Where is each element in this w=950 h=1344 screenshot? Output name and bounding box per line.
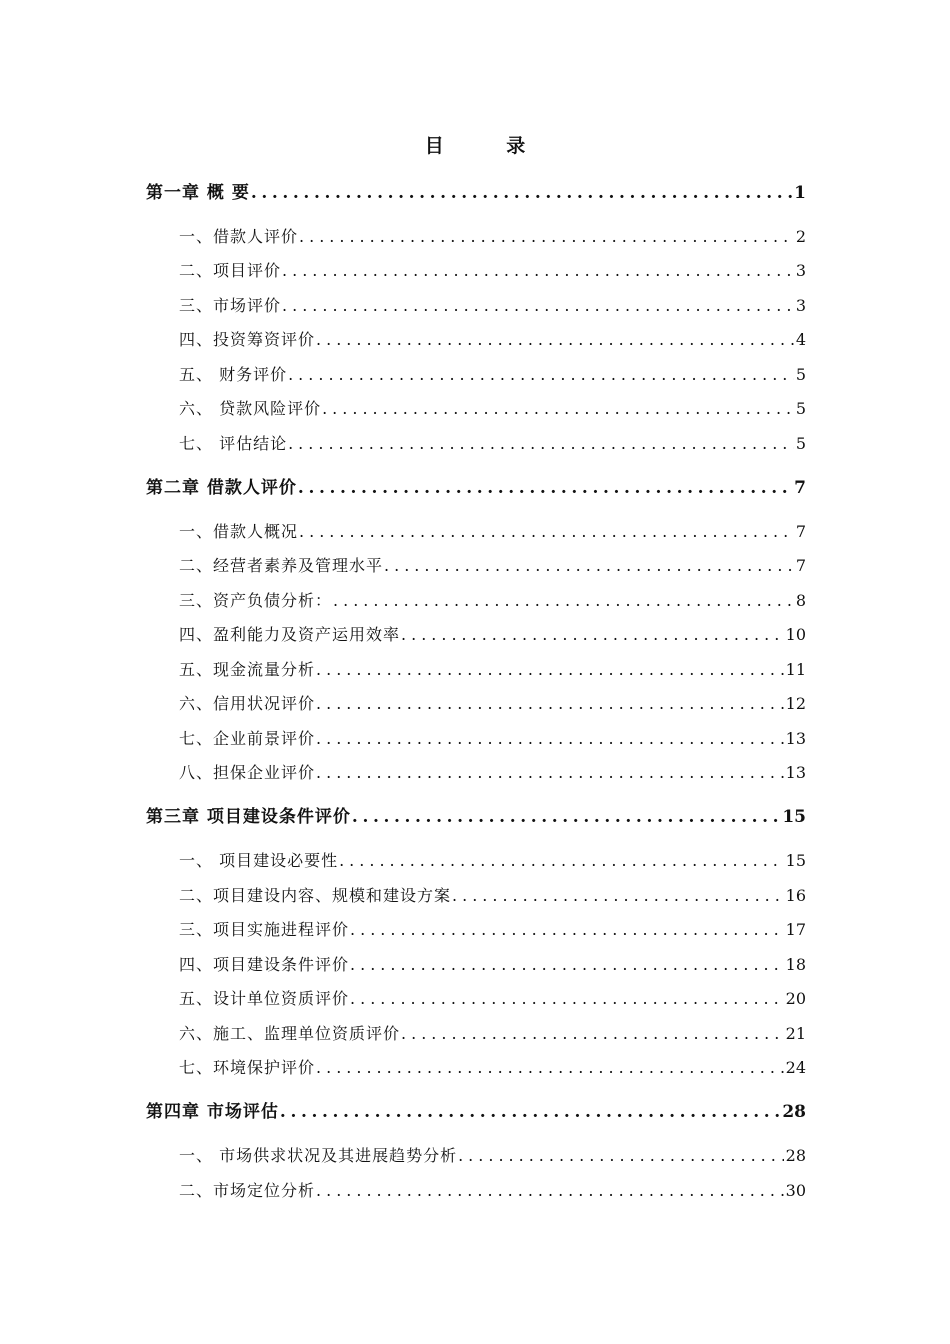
toc-entry-label: 第一章 概 要	[146, 183, 250, 203]
toc-leader-dots	[282, 292, 794, 320]
toc-leader-dots	[316, 725, 784, 753]
toc-page-number: 7	[795, 556, 806, 575]
toc-entry-label: 第四章 市场评估	[146, 1102, 279, 1122]
toc-section-entry[interactable]	[179, 361, 806, 389]
toc-entry-label: 五、设计单位资质评价	[179, 989, 350, 1008]
toc-page-number: 24	[785, 1058, 806, 1077]
toc-section-entry[interactable]	[179, 621, 806, 649]
toc-section-entry[interactable]	[179, 1142, 806, 1170]
toc-entry-label: 二、市场定位分析	[179, 1181, 316, 1200]
toc-page-number: 17	[785, 920, 806, 939]
toc-entry-label: 一、借款人评价	[179, 227, 299, 246]
toc-leader-dots	[316, 656, 784, 684]
toc-chapter-entry[interactable]	[146, 474, 806, 502]
toc-leader-dots	[316, 759, 784, 787]
toc-leader-dots	[299, 223, 794, 251]
toc-leader-dots	[280, 1098, 780, 1126]
toc-entry-label: 一、 项目建设必要性	[179, 851, 339, 870]
toc-page-number: 28	[782, 1102, 806, 1122]
toc-section-entry[interactable]	[179, 257, 806, 285]
toc-entry-label: 五、现金流量分析	[179, 660, 316, 679]
toc-section-entry[interactable]	[179, 292, 806, 320]
toc-leader-dots	[452, 882, 784, 910]
toc-section-entry[interactable]	[179, 690, 806, 718]
toc-page-number: 16	[785, 886, 806, 905]
toc-entry-label: 五、 财务评价	[179, 365, 288, 384]
toc-entry-label: 七、 评估结论	[179, 434, 288, 453]
toc-entry-label: 第二章 借款人评价	[146, 478, 297, 498]
toc-leader-dots	[401, 1020, 784, 1048]
toc-chapter-entry[interactable]	[146, 803, 806, 831]
toc-page-number: 28	[785, 1146, 806, 1165]
toc-page-number: 21	[785, 1024, 806, 1043]
toc-section-entry[interactable]	[179, 326, 806, 354]
toc-entry-label: 三、资产负债分析：	[179, 591, 333, 610]
toc-page-number: 15	[785, 851, 806, 870]
toc-section-entry[interactable]	[179, 847, 806, 875]
toc-section-entry[interactable]	[179, 725, 806, 753]
toc-leader-dots	[288, 430, 794, 458]
toc-entry-label: 六、施工、监理单位资质评价	[179, 1024, 401, 1043]
toc-page-number: 5	[795, 434, 806, 453]
toc-page-number: 3	[795, 296, 806, 315]
toc-section-entry[interactable]	[179, 656, 806, 684]
toc-entry-label: 四、盈利能力及资产运用效率	[179, 625, 401, 644]
toc-page-number: 12	[785, 694, 806, 713]
toc-entry-label: 八、担保企业评价	[179, 763, 316, 782]
toc-entry-label: 二、经营者素养及管理水平	[179, 556, 384, 575]
toc-entry-label: 六、信用状况评价	[179, 694, 316, 713]
toc-section-entry[interactable]	[179, 430, 806, 458]
toc-section-entry[interactable]	[179, 1177, 806, 1205]
toc-leader-dots	[298, 474, 792, 502]
toc-leader-dots	[384, 552, 794, 580]
toc-leader-dots	[458, 1142, 784, 1170]
toc-page-number: 4	[795, 330, 806, 349]
toc-section-entry[interactable]	[179, 552, 806, 580]
toc-page-number: 13	[785, 763, 806, 782]
toc-leader-dots	[339, 847, 784, 875]
toc-entry-label: 六、 贷款风险评价	[179, 399, 322, 418]
toc-leader-dots	[316, 1054, 784, 1082]
toc-entry-label: 三、项目实施进程评价	[179, 920, 350, 939]
toc-section-entry[interactable]	[179, 882, 806, 910]
toc-entry-label: 二、项目建设内容、规模和建设方案	[179, 886, 452, 905]
page-title: 目 录	[424, 135, 554, 157]
toc-page-number: 10	[785, 625, 806, 644]
toc-entry-label: 四、项目建设条件评价	[179, 955, 350, 974]
toc-page-number: 7	[794, 478, 806, 498]
toc-leader-dots	[316, 690, 784, 718]
toc-section-entry[interactable]	[179, 916, 806, 944]
toc-page-number: 5	[795, 399, 806, 418]
toc-leader-dots	[316, 1177, 784, 1205]
toc-entry-label: 第三章 项目建设条件评价	[146, 807, 351, 827]
toc-entry-label: 二、项目评价	[179, 261, 282, 280]
toc-page-number: 13	[785, 729, 806, 748]
toc-page-number: 20	[785, 989, 806, 1008]
toc-entry-label: 一、借款人概况	[179, 522, 299, 541]
toc-leader-dots	[288, 361, 794, 389]
toc-leader-dots	[251, 179, 792, 207]
toc-leader-dots	[350, 985, 784, 1013]
toc-section-entry[interactable]	[179, 951, 806, 979]
toc-page-number: 18	[785, 955, 806, 974]
toc-leader-dots	[322, 395, 794, 423]
toc-page-number: 1	[794, 183, 806, 203]
toc-leader-dots	[350, 951, 784, 979]
toc-section-entry[interactable]	[179, 1020, 806, 1048]
toc-section-entry[interactable]	[179, 759, 806, 787]
toc-leader-dots	[299, 518, 794, 546]
toc-page-number: 11	[785, 660, 806, 679]
toc-page-number: 5	[795, 365, 806, 384]
toc-page-number: 30	[785, 1181, 806, 1200]
toc-page-number: 2	[795, 227, 806, 246]
toc-page-number: 15	[782, 807, 806, 827]
toc-leader-dots	[282, 257, 794, 285]
toc-chapter-entry[interactable]	[146, 1098, 806, 1126]
toc-entry-label: 三、市场评价	[179, 296, 282, 315]
toc-chapter-entry[interactable]	[146, 179, 806, 207]
toc-section-entry[interactable]	[179, 223, 806, 251]
toc-page-number: 7	[795, 522, 806, 541]
toc-section-entry[interactable]	[179, 985, 806, 1013]
toc-entry-label: 一、 市场供求状况及其进展趋势分析	[179, 1146, 458, 1165]
toc-entry-label: 七、环境保护评价	[179, 1058, 316, 1077]
toc-leader-dots	[333, 587, 794, 615]
toc-page-number: 8	[795, 591, 806, 610]
toc-entry-label: 四、投资筹资评价	[179, 330, 316, 349]
toc-page-number: 3	[795, 261, 806, 280]
toc-entry-label: 七、企业前景评价	[179, 729, 316, 748]
toc-section-entry[interactable]	[179, 395, 806, 423]
toc-section-entry[interactable]	[179, 518, 806, 546]
toc-section-entry[interactable]	[179, 1054, 806, 1082]
toc-leader-dots	[316, 326, 794, 354]
toc-leader-dots	[401, 621, 784, 649]
toc-leader-dots	[352, 803, 780, 831]
toc-section-entry[interactable]	[179, 587, 806, 615]
toc-leader-dots	[350, 916, 784, 944]
